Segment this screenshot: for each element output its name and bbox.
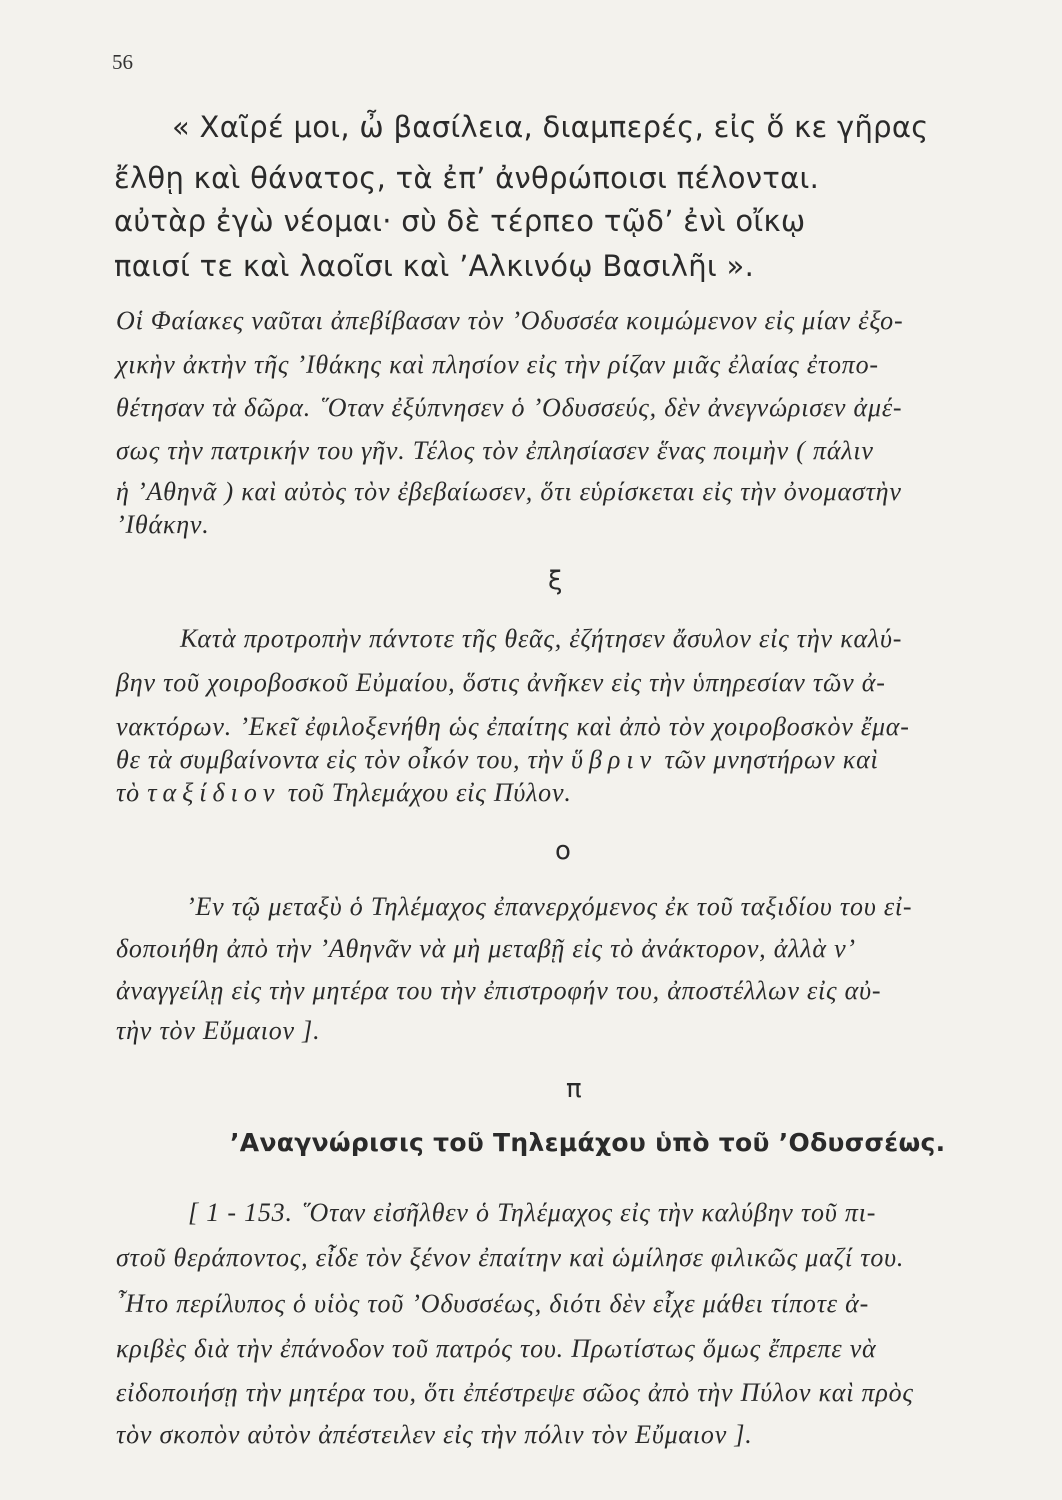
paragraph-line: Κατὰ προτροπὴν πάντοτε τῆς θεᾶς, ἐζήτησεν ἄσυλον εἰς τὴν καλύ- [180, 624, 903, 653]
spaced-emphasis: ὕβριν [571, 745, 658, 774]
paragraph-line [116, 778, 572, 808]
text-run: τὸ [116, 778, 140, 807]
section-heading: ’Αναγνώρισις τοῦ Τηλεμάχου ὑπὸ τοῦ ’Οδυσσέως. [230, 1128, 946, 1157]
paragraph-line: ἡ ’Αθηνᾶ ) καὶ αὐτὸς τὸν ἐβεβαίωσεν, ὅτι εὑρίσκεται εἰς τὴν ὀνομαστὴν [116, 477, 902, 506]
spaced-emphasis: ταξίδιον [147, 778, 281, 807]
paragraph-line: χικὴν ἀκτὴν τῆς ’Ιθάκης καὶ πλησίον εἰς τὴν ρίζαν μιᾶς ἐλαίας ἐτοπο- [116, 350, 879, 379]
paragraph-line: ῏Ητο περίλυπος ὁ υἱὸς τοῦ ’Οδυσσέως, διότι δὲν εἶχε μάθει τίποτε ἀ- [116, 1289, 870, 1318]
section-letter-omicron: ο [555, 836, 571, 866]
verse-line: « Χαῖρέ μοι, ὦ βασίλεια, διαμπερές, εἰς ὅ κε γῆρας [172, 110, 929, 144]
paragraph-line: ἀναγγείλῃ εἰς τὴν μητέρα του τὴν ἐπιστροφήν του, ἀποστέλλων εἰς αὐ- [116, 976, 882, 1005]
text-run: τῶν μνηστήρων καὶ [664, 745, 879, 774]
paragraph-line: στοῦ θεράποντος, εἶδε τὸν ξένον ἐπαίτην καὶ ὡμίλησε φιλικῶς μαζί του. [116, 1243, 905, 1272]
paragraph-line: Οἱ Φαίακες ναῦται ἀπεβίβασαν τὸν ’Οδυσσέα κοιμώμενον εἰς μίαν ἐξο- [116, 306, 904, 335]
paragraph-line: ’Ιθάκην. [116, 510, 210, 539]
paragraph-line: δοποιήθη ἀπὸ τὴν ’Αθηνᾶν νὰ μὴ μεταβῇ εἰς τὸ ἀνάκτορον, ἀλλὰ ν’ [116, 934, 856, 963]
verse-line: αὐτὰρ ἐγὼ νέομαι· σὺ δὲ τέρπεο τῷδ’ ἐνὶ οἴκῳ [114, 204, 806, 238]
page-number: 56 [112, 50, 133, 74]
paragraph-line: εἰδοποιήσῃ τὴν μητέρα του, ὅτι ἐπέστρεψε σῶος ἀπὸ τὴν Πύλον καὶ πρὸς [116, 1378, 914, 1407]
paragraph-line [116, 745, 879, 775]
verse-line: παισί τε καὶ λαοῖσι καὶ ’Αλκινόῳ Βασιλῆι ». [114, 249, 755, 283]
text-run: τοῦ Τηλεμάχου εἰς Πύλον. [287, 778, 572, 807]
paragraph-line: κριβὲς διὰ τὴν ἐπάνοδον τοῦ πατρός του. Πρωτίστως ὅμως ἔπρεπε νὰ [116, 1334, 877, 1363]
paragraph-line: τὴν τὸν Εὔμαιον ]. [116, 1016, 321, 1045]
paragraph-line: τὸν σκοπὸν αὐτὸν ἀπέστειλεν εἰς τὴν πόλιν τὸν Εὔμαιον ]. [116, 1420, 753, 1449]
text-run: θε τὰ συμβαίνοντα εἰς τὸν οἶκόν του, τὴν [116, 745, 564, 774]
paragraph-line: βην τοῦ χοιροβοσκοῦ Εὐμαίου, ὅστις ἀνῆκεν εἰς τὴν ὑπηρεσίαν τῶν ἀ- [116, 668, 886, 697]
section-letter-xi: ξ [548, 566, 563, 596]
verse-line: ἔλθῃ καὶ θάνατος, τὰ ἐπ’ ἀνθρώποισι πέλονται. [114, 161, 820, 195]
paragraph-line: [ 1 - 153. ῞Οταν εἰσῆλθεν ὁ Τηλέμαχος εἰς τὴν καλύβην τοῦ πι- [188, 1198, 877, 1227]
paragraph-line: σως τὴν πατρικήν του γῆν. Τέλος τὸν ἐπλησίασεν ἕνας ποιμὴν ( πάλιν [116, 436, 874, 465]
section-letter-pi: π [566, 1074, 582, 1104]
paragraph-line: νακτόρων. ’Εκεῖ ἐφιλοξενήθη ὡς ἐπαίτης καὶ ἀπὸ τὸν χοιροβοσκὸν ἔμα- [116, 712, 910, 741]
paragraph-line: ’Εν τῷ μεταξὺ ὁ Τηλέμαχος ἐπανερχόμενος ἐκ τοῦ ταξιδίου του εἰ- [186, 892, 913, 921]
paragraph-line: θέτησαν τὰ δῶρα. ῞Οταν ἐξύπνησεν ὁ ’Οδυσσεύς, δὲν ἀνεγνώρισεν ἀμέ- [116, 393, 903, 422]
